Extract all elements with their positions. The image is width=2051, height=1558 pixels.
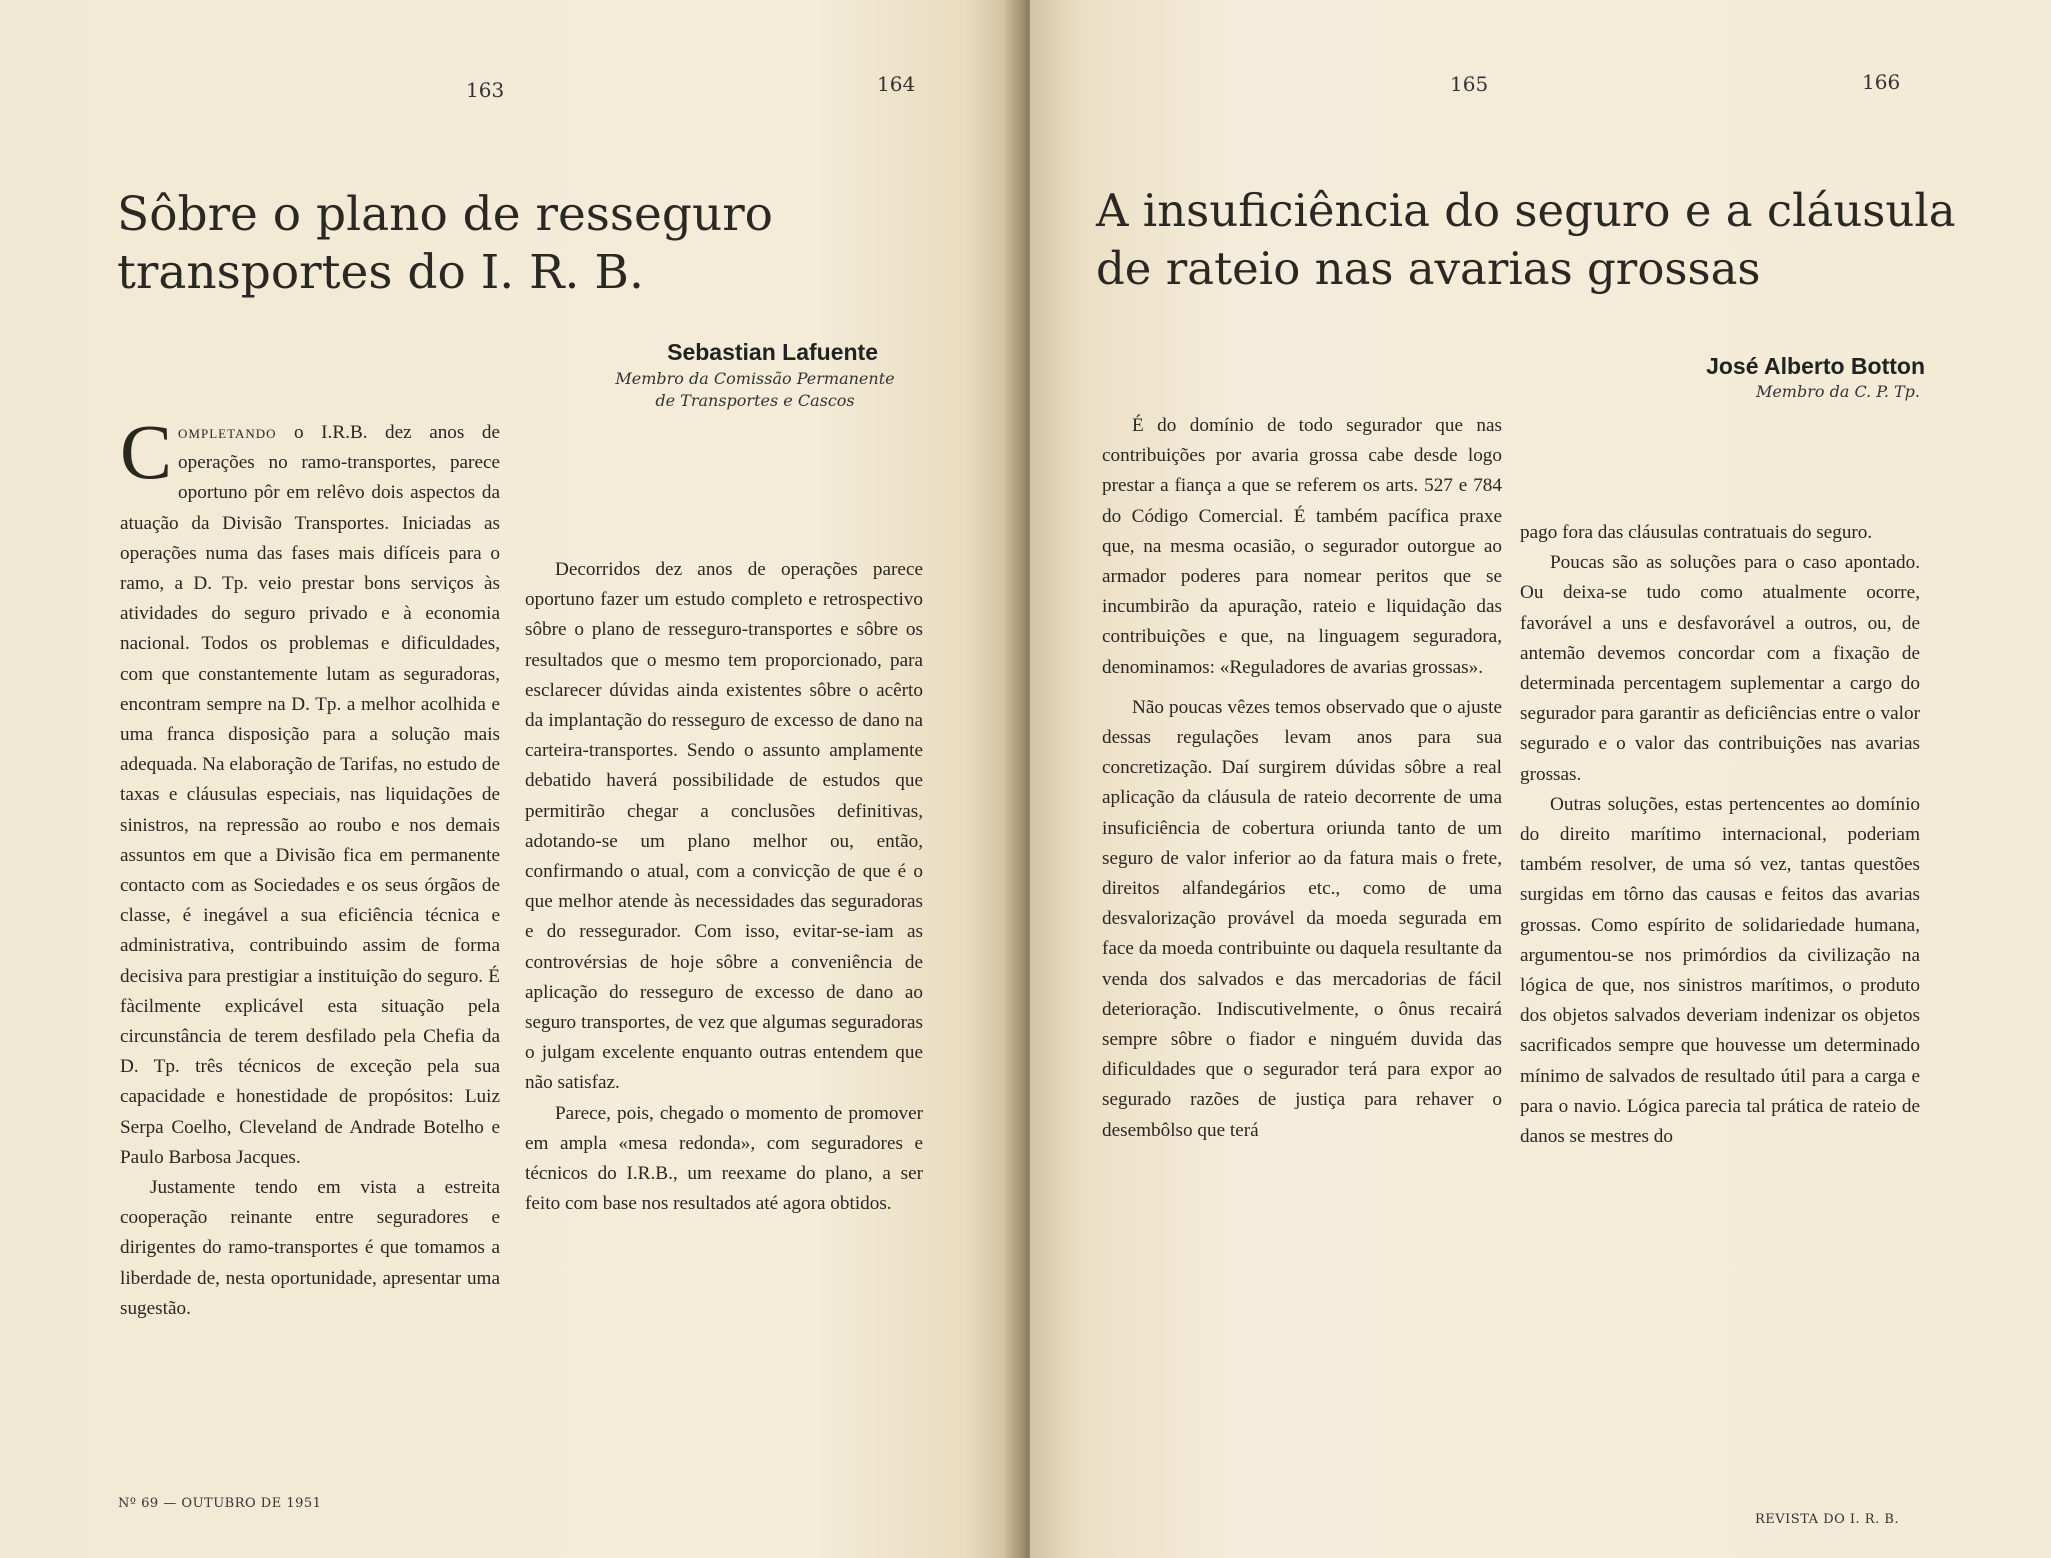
paragraph: Não poucas vêzes temos observado que o ajuste dessas regulações levam anos para sua concretização. Daí surgirem dúvidas sôbre a real aplicação da cláusula de rateio decorrente de uma insuficiência de cobertura oriunda tanto de um seguro de valor inferior ao da fatura mais o frete, direitos alfandegários etc., como de uma desvalorização provável da moeda segurada em face da moeda contribuinte ou daquela resultante da venda dos salvados e das mercadorias de fácil deterioração. Indiscutivelmente, o ônus recairá sempre sôbre o fiador e ninguém duvida das dificuldades que o segurador terá para expor ao segurado razões de justiça para rehaver o desembôlso que terá: [1102, 696, 1502, 1141]
paragraph: Decorridos dez anos de operações parece oportuno fazer um estudo completo e retrospectivo sôbre o plano de resseguro-transportes e sôbre os resultados que o mesmo tem proporcionado, para esclarecer dúvidas ainda existentes sôbre o acêrto da implantação do resseguro de excesso de dano na carteira-transportes. Sendo o assunto amplamente debatido haverá possibilidade de estudos que permitirão chegar a conclusões definitivas, adotando-se um plano melhor ou, então, confirmando o atual, com a convicção de que é o que melhor atende às necessidades das seguradoras e do ressegurador. Com isso, evitar-se-iam as controvérsias de hoje sôbre a conveniência de aplicação do resseguro de excesso de dano ao seguro transportes, de vez que algumas seguradoras o julgam excelente enquanto outras entendem que não satisfaz.: [525, 559, 923, 1094]
page-number-166: 166: [1862, 70, 1901, 94]
magazine-footer: REVISTA DO I. R. B.: [1755, 1512, 1900, 1527]
article-title-left-line2: transportes do I. R. B.: [117, 245, 644, 300]
paragraph: É do domínio de todo segurador que nas contribuições por avaria grossa cabe desde logo prestar a fiança a que se referem os arts. 527 e 784 do Código Comercial. É também pacífica praxe que, na mesma ocasião, o segurador outorgue ao armador poderes para nomear peritos que se incumbirão da apuração, rateio e liquidação das contribuições e que, na linguagem seguradora, denominamos: «Reguladores de avarias grossas».: [1102, 415, 1502, 678]
page-number-163: 163: [466, 78, 505, 102]
paragraph: [120, 408, 500, 1173]
article-title-left: [117, 186, 773, 302]
author-name-left: Sebastian Lafuente: [667, 339, 878, 365]
paragraph: Justamente tendo em vista a estreita cooperação reinante entre seguradores e dirigentes do ramo-transportes é que tomamos a liberdade de, nesta oportunidade, apresentar uma sugestão.: [120, 1177, 500, 1319]
author-name-right: José Alberto Botton: [1706, 353, 1925, 379]
paragraph: pago fora das cláusulas contratuais do seguro.: [1520, 522, 1873, 543]
right-article-column-2: [1520, 518, 1920, 1152]
paragraph: Parece, pois, chegado o momento de promover em ampla «mesa redonda», com seguradores e técnicos do I.R.B., um reexame do plano, a ser feito com base nos resultados até agora obtidos.: [525, 1102, 923, 1215]
article-title-right-line2: de rateio nas avarias grossas: [1096, 242, 1761, 295]
author-affiliation-right: Membro da C. P. Tp.: [1755, 382, 1920, 401]
paragraph: Poucas são as soluções para o caso apontado. Ou deixa-se tudo como atualmente ocorre, favorável a uns e desfavorável a outros, ou, de antemão devemos concordar com a fixação de determinada percentagem suplementar a cargo do segurador para garantir as deficiências entre o valor segurado e o valor das contribuições nas avarias grossas.: [1520, 552, 1920, 785]
paragraph: Outras soluções, estas pertencentes ao domínio do direito marítimo internacional, poderiam também resolver, de uma só vez, tantas questões surgidas em tôrno das causas e feitos das avarias grossas. Como espírito de solidariedade humana, argumentou-se nos primórdios da civilização na lógica de que, nos sinistros marítimos, o produto dos objetos salvados deveriam indenizar os objetos sacrificados sempre que houvesse um determinado mínimo de salvados de resultado útil para a carga e para o navio. Lógica parecia tal prática de rateio de danos se mestres do: [1520, 793, 1920, 1148]
right-article-column-1: [1102, 411, 1502, 1146]
affiliation-line2: de Transportes e Cascos: [655, 391, 855, 410]
affiliation-line1: Membro da Comissão Permanente: [615, 369, 895, 388]
author-affiliation-left: [590, 368, 920, 412]
left-article-column-1: [120, 408, 500, 1324]
right-page: [1030, 0, 2051, 1558]
page-number-165: 165: [1450, 72, 1489, 96]
paragraph-text: o I.R.B. dez anos de operações no ramo-transportes, parece oportuno pôr em relêvo dois aspectos da atuação da Divisão Transportes. Iniciadas as operações numa das fases mais difíceis para o ramo, a D. Tp. veio prestar bons serviços às atividades do seguro privado e à economia nacional. Todos os problemas e dificuldades, com que constantemente lutam as seguradoras, encontram sempre na D. Tp. a melhor acolhida e uma franca disposição para a solução mais adequada. Na elaboração de Tarifas, no estudo de taxas e cláusulas especiais, nas liquidações de sinistros, na repressão ao roubo e nos demais assuntos em que a Divisão fica em permanente contacto com as Sociedades e os seus órgãos de classe, é inegável a sua eficiência técnica e administrativa, contribuindo assim de forma decisiva para prestigiar a instituição do seguro. É fàcilmente explicável esta situação pela circunstância de terem desfilado pela Chefia da D. Tp. três técnicos de exceção pela sua capacidade e honestidade de propósitos: Luiz Serpa Coelho, Cleveland de Andrade Botelho e Paulo Barbosa Jacques.: [120, 422, 500, 1168]
lead-smallcaps: ompletando: [178, 422, 277, 443]
article-title-right-line1: A insuficiência do seguro e a cláusula: [1096, 184, 1956, 237]
drop-cap: C: [120, 408, 173, 495]
article-title-left-line1: Sôbre o plano de resseguro: [117, 187, 773, 242]
left-article-column-2: [525, 555, 923, 1219]
issue-footer: Nº 69 — OUTUBRO DE 1951: [118, 1496, 322, 1511]
article-title-right: [1096, 182, 1956, 298]
left-page: [0, 0, 1015, 1558]
page-number-164: 164: [877, 72, 916, 96]
